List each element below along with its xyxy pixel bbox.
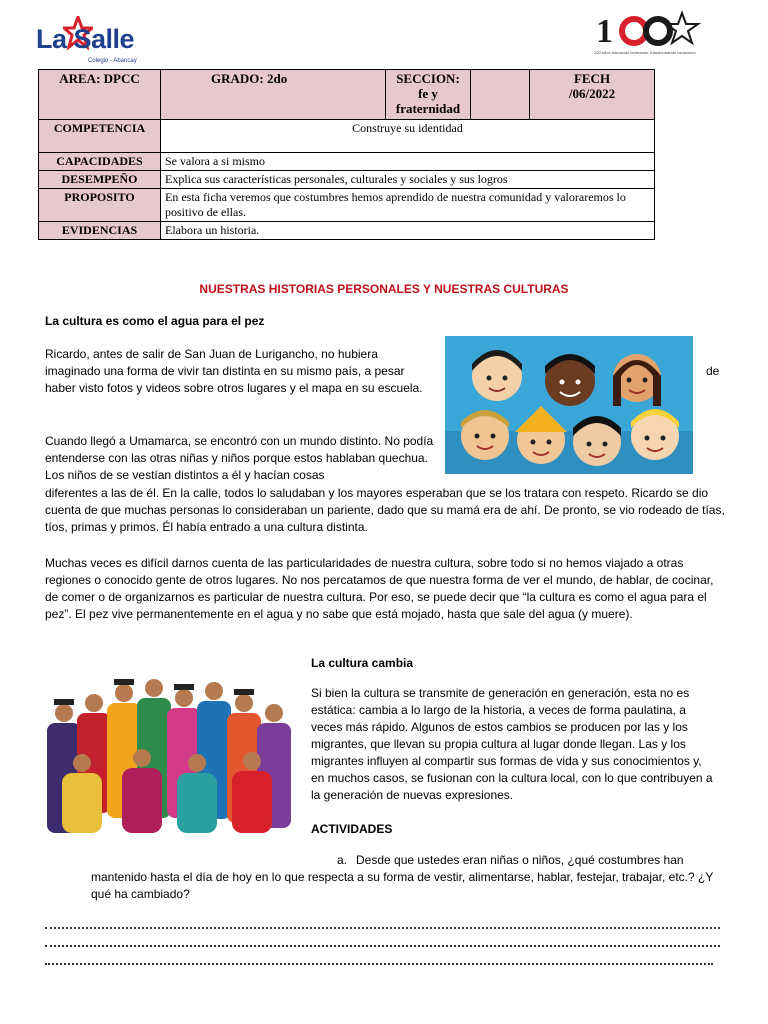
children-illustration [445, 336, 693, 474]
fecha-label: FECH [573, 71, 611, 86]
centenary-emblem-icon [594, 10, 702, 50]
row-value: Se valora a si mismo [161, 153, 655, 171]
area-cell: AREA: DPCC [39, 70, 161, 120]
document-title: NUESTRAS HISTORIAS PERSONALES Y NUESTRAS CULTURAS [199, 282, 569, 296]
blank-cell [471, 70, 530, 120]
fecha-value: /06/2022 [568, 86, 616, 101]
row-value: En esta ficha veremos que costumbres hemos aprendido de nuestra comunidad y valoraremos lo positivo de ellas. [161, 189, 655, 222]
paragraph-fragment: de [706, 364, 720, 378]
table-row [39, 189, 655, 222]
seccion-label: SECCION: [396, 71, 460, 86]
row-label: COMPETENCIA [39, 120, 161, 153]
grado-cell: GRADO: 2do [161, 70, 386, 120]
paragraph-umamarca: Cuando llegó a Umamarca, se encontró con un mundo distinto. No podía entenderse con las otras niñas y niños porque estos hablaban quechua. Los niños de se vestían distintos a él y hacían cosas [45, 434, 434, 482]
cultural-group-photo [37, 663, 299, 843]
centenary-logo [594, 10, 702, 58]
seccion-value: fe y fraternidad [395, 86, 461, 116]
paragraph-ricardo-intro-cont: haber visto fotos y videos sobre otros lugares y el mapa en su escuela. [45, 381, 423, 395]
paragraph-ricardo-intro [45, 346, 430, 380]
row-label: EVIDENCIAS [39, 222, 161, 240]
table-header-row [39, 70, 655, 120]
row-label: PROPOSITO [39, 189, 161, 222]
table-row [39, 153, 655, 171]
answer-line[interactable] [45, 955, 713, 965]
row-value: Construye su identidad [161, 120, 655, 153]
lasalle-logo-subtitle: Colegio - Abancay [88, 58, 137, 64]
activity-a-question-cont: mantenido hasta el día de hoy en lo que respecta a su forma de vestir, alimentarse, hablar, festejar, trabajar, etc.? ¿Y qué ha cambiado? [91, 870, 714, 901]
lasalle-logo-text: La Salle [36, 24, 135, 54]
activities-heading: ACTIVIDADES [311, 822, 393, 836]
paragraph-cultura-agua: Muchas veces es difícil darnos cuenta de las particularidades de nuestra cultura, sobre todo si no hemos viajado a otras regiones o conocido gente de otros lugares. No nos percatamos de que nuestra forma de ver el mundo, de hablar, de cocinar, de comer o de organizarnos es particular de nuestra cultura. Por eso, se puede decir que “la cultura es como el agua para el pez”. El pez vive permanentemente en el agua y no sabe que está mojado, hasta que sale del agua (y muere). [45, 556, 714, 621]
section-heading-agua: La cultura es como el agua para el pez [45, 314, 265, 328]
row-value: Explica sus características personales, culturales y sociales y sus logros [161, 171, 655, 189]
table-row [39, 171, 655, 189]
table-row [39, 222, 655, 240]
seccion-cell [386, 70, 471, 120]
answer-line[interactable] [45, 919, 720, 929]
activity-a-marker: a. [337, 853, 348, 867]
svg-text:1: 1 [596, 13, 613, 50]
lasalle-logo [36, 16, 146, 68]
section-heading-cambia: La cultura cambia [311, 656, 414, 670]
info-table [38, 69, 655, 240]
paragraph-text: Ricardo, antes de salir de San Juan de Lurigancho, no hubiera imaginado una forma de vivir tan distinta en su mismo país, a pesar [45, 347, 405, 378]
row-label: CAPACIDADES [39, 153, 161, 171]
row-label: DESEMPEÑO [39, 171, 161, 189]
answer-line[interactable] [45, 937, 720, 947]
table-row [39, 120, 655, 153]
centenary-tagline: 100 años educando hermanos, transformando corazones [594, 50, 696, 55]
activity-a-question: Desde que ustedes eran niñas o niños, ¿qué costumbres han [356, 853, 684, 867]
child-face [472, 350, 522, 401]
paragraph-cultura-cambia: Si bien la cultura se transmite de generación en generación, esta no es estática: cambia a lo largo de la historia, a veces de forma paulatina, a veces más rápido. Algunos de estos cambios se producen por las y los migrantes, que llevan su propia cultura al lugar donde llegan. Las y los migrantes influyen al compartir sus formas de vida y sus conocimientos y, en muchos casos, se fusionan con la cultura local, con lo que contribuyen a la generación de nuevas expresiones. [311, 686, 713, 802]
paragraph-umamarca-cont: diferentes a las de él. En la calle, todos lo saludaban y los mayores esperaban que se los tratara con respeto. Ricardo se dio cuenta de que muchas personas lo consideraban un pariente, dado que su mamá era de ahí. De pronto, se vio rodeado de tías, tíos, primas y primos. Él había entrado a una cultura distinta. [45, 486, 725, 534]
row-value: Elabora un historia. [161, 222, 655, 240]
fecha-cell [530, 70, 655, 120]
